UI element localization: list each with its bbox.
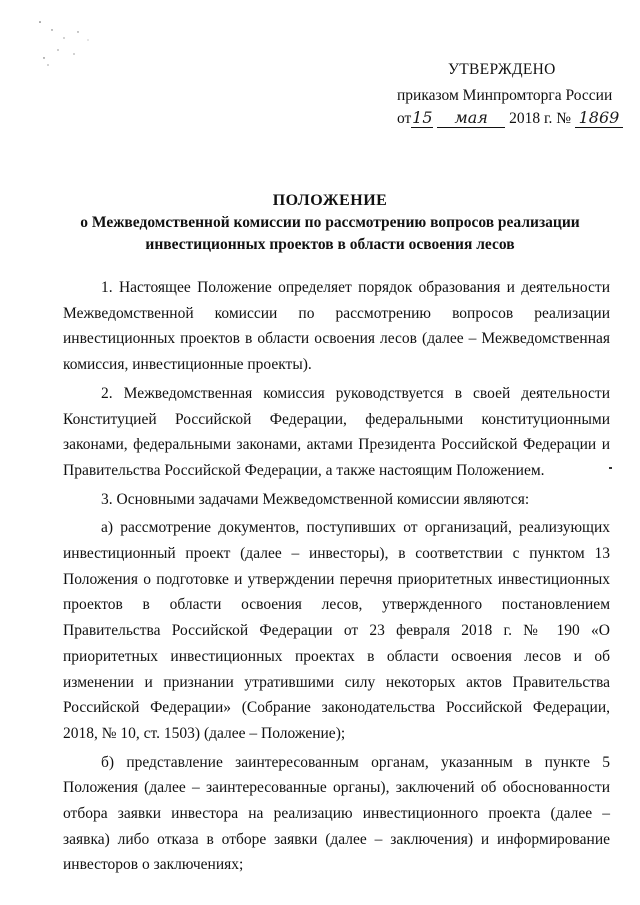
handwritten-order-number: 1869 <box>575 109 623 128</box>
scan-speck <box>609 467 612 469</box>
document-title: ПОЛОЖЕНИЕ <box>272 192 388 209</box>
approval-date-line <box>397 107 623 131</box>
scan-specks <box>30 10 110 80</box>
document-subtitle-line1: о Межведомственной комиссии по рассмотрению вопросов реализации <box>80 214 580 231</box>
approval-order-line: приказом Минпромторга России <box>397 87 613 104</box>
paragraph-3a: а) рассмотрение документов, поступивших от организаций, реализующих инвестиционный проект (далее – инвесторы), в соответствии с пунктом 13 Положения о подготовке и утверждении перечня приоритетных инвестиционных проектов в области освоения лесов, утвержденного постановлением Правительства Российской Федерации от 23 февраля 2018 г. № 190 «О приоритетных инвестиционных проектах в области освоения лесов и об изменении и признании утратившими силу некоторых актов Правительства Российской Федерации» (Собрание законодательства Российской Федерации, 2018, № 10, ст. 1503) (далее – Положение); <box>63 519 610 742</box>
document-body <box>63 275 610 881</box>
paragraph-3b: б) представление заинтересованным органам, указанным в пункте 5 Положения (далее – заинтересованные органы), заключений об обоснованности отбора заявки инвестора на реализацию инвестиционного проекта (далее – заявка) либо отказа в отборе заявки (далее – заключения) и информирование инвесторов о заключениях; <box>63 753 610 874</box>
paragraph-3: 3. Основными задачами Межведомственной комиссии являются: <box>101 490 530 508</box>
date-prefix: от <box>397 110 412 127</box>
paragraph-2: 2. Межведомственная комиссия руководствуется в своей деятельности Конституцией Российской Федерации, федеральными конституционными законами, федеральными законами, актами Президента Российской Федерации и Правительства Российской Федерации, а также настоящим Положением. <box>63 384 610 479</box>
approval-title: УТВЕРЖДЕНО <box>448 61 556 78</box>
handwritten-month: мая <box>437 109 505 128</box>
handwritten-day: 15 <box>412 108 433 127</box>
document-heading <box>40 190 620 256</box>
paragraph-1: 1. Настоящее Положение определяет порядок образования и деятельности Межведомственной комиссии по рассмотрению вопросов реализации инвестиционных проектов в области освоения лесов (далее – Межведомственная комиссия, инвестиционные проекты). <box>63 279 610 374</box>
document-subtitle-line2: инвестиционных проектов в области освоения лесов <box>145 236 515 253</box>
year-text: 2018 г. № <box>509 110 572 127</box>
